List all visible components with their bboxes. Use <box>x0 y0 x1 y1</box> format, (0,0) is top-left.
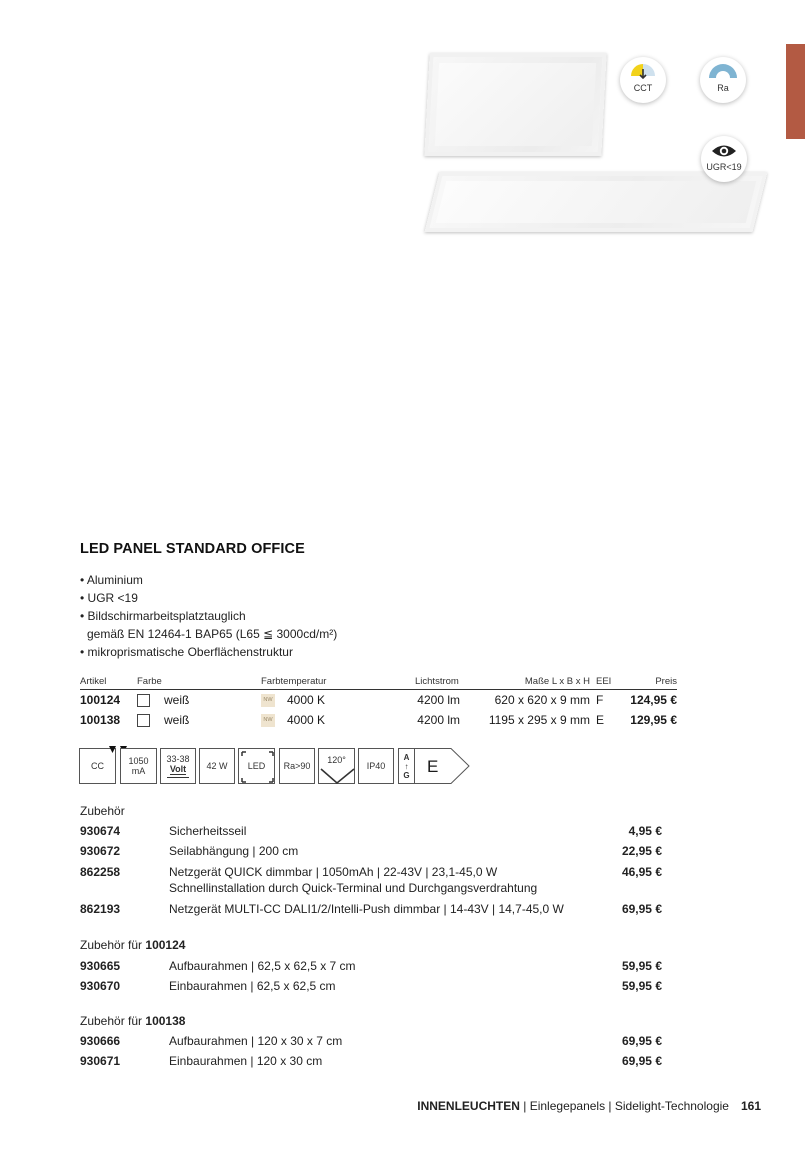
eei-value: E <box>596 713 605 727</box>
dimensions-value: 1195 x 295 x 9 mm <box>488 713 590 727</box>
price-value: 129,95 € <box>630 713 677 727</box>
energy-class: E <box>427 757 439 776</box>
ugr-label: UGR<19 <box>706 162 742 172</box>
spec-cc: CC <box>79 748 116 784</box>
ra-label: Ra <box>717 83 729 93</box>
artikel-number: 100138 <box>80 713 121 727</box>
header-masse: Maße L x B x H <box>524 676 590 687</box>
temperature-value: 4000 K <box>287 693 326 707</box>
accessory-price: 69,95 € <box>621 1054 662 1068</box>
header-preis: Preis <box>655 676 677 687</box>
led-corners-icon <box>239 749 276 785</box>
color-swatch <box>137 694 150 707</box>
accessories-section <box>80 804 662 924</box>
accessory-number: 930666 <box>80 1034 121 1048</box>
header-artikel: Artikel <box>80 676 107 687</box>
ugr-badge <box>701 136 747 182</box>
header-farbe: Farbe <box>137 676 162 687</box>
footer-section: INNENLEUCHTEN <box>417 1099 520 1113</box>
table-row <box>80 710 677 730</box>
price-value: 124,95 € <box>630 693 677 707</box>
accessory-number: 930671 <box>80 1054 121 1068</box>
accessory-price: 69,95 € <box>621 902 662 916</box>
nw-badge: NW <box>261 694 275 707</box>
cct-label: CCT <box>633 83 653 93</box>
dc-symbol-icon <box>167 775 189 778</box>
accessory-number: 862193 <box>80 902 121 916</box>
product-image-rect-panel <box>425 172 768 232</box>
spec-voltage: 33-38 Volt <box>160 748 196 784</box>
feature-item: • Aluminium <box>80 573 143 587</box>
header-farbtemperatur: Farbtemperatur <box>261 676 327 687</box>
accessories-100124-title: Zubehör für 100124 <box>80 938 186 952</box>
accessory-desc: Aufbaurahmen | 120 x 30 x 7 cm <box>169 1034 343 1048</box>
spec-led: LED <box>238 748 275 784</box>
accessory-desc: Seilabhängung | 200 cm <box>169 844 299 858</box>
table-header <box>80 674 677 690</box>
accessory-desc: Einbaurahmen | 120 x 30 cm <box>169 1054 323 1068</box>
accessory-desc-continued: Schnellinstallation durch Quick-Terminal und Durchgangsverdrahtung <box>169 881 538 895</box>
table-row <box>80 690 677 710</box>
accessory-number: 930665 <box>80 959 121 973</box>
feature-item: • mikroprismatische Oberflächenstruktur <box>80 645 293 659</box>
energy-class-arrow-icon <box>414 748 472 784</box>
arrow-up-icon: ↑ <box>404 761 409 771</box>
artikel-number: 100124 <box>80 693 121 707</box>
accessory-price: 59,95 € <box>621 959 662 973</box>
accessories-100124-section <box>80 938 662 998</box>
lumen-value: 4200 lm <box>417 693 460 707</box>
spec-ip: IP40 <box>358 748 394 784</box>
accessory-price: 59,95 € <box>621 979 662 993</box>
accessory-number: 930674 <box>80 824 121 838</box>
farbe-value: weiß <box>164 693 190 707</box>
lumen-value: 4200 lm <box>417 713 460 727</box>
page-number: 161 <box>740 1099 761 1113</box>
beam-angle-icon <box>319 749 356 785</box>
page-footer <box>417 1099 761 1113</box>
accessory-number: 930670 <box>80 979 121 993</box>
header-eei: EEI <box>596 676 612 687</box>
dimensions-value: 620 x 620 x 9 mm <box>494 693 590 707</box>
accessory-desc: Netzgerät QUICK dimmbar | 1050mAh | 22-43V | 23,1-45,0 W <box>169 865 498 879</box>
chapter-tab <box>786 44 805 139</box>
accessory-price: 22,95 € <box>621 844 662 858</box>
cct-badge <box>620 57 666 103</box>
accessory-number: 862258 <box>80 865 121 879</box>
feature-item: • UGR <19 <box>80 591 138 605</box>
feature-item: • Bildschirmarbeitsplatztauglich <box>80 609 246 623</box>
spec-current: 1050 mA <box>120 748 157 784</box>
accessory-price: 4,95 € <box>628 824 662 838</box>
spec-wattage: 42 W <box>199 748 235 784</box>
feature-list <box>80 571 337 661</box>
accessories-title: Zubehör <box>80 804 125 818</box>
accessory-desc: Sicherheitsseil <box>169 824 247 838</box>
accessories-100138-title: Zubehör für 100138 <box>80 1014 186 1028</box>
eei-value: F <box>596 693 604 707</box>
footer-subsections: | Einlegepanels | Sidelight-Technologie <box>519 1099 729 1113</box>
accessory-desc: Aufbaurahmen | 62,5 x 62,5 x 7 cm <box>169 959 356 973</box>
farbe-value: weiß <box>164 713 190 727</box>
product-title: LED PANEL STANDARD OFFICE <box>80 541 305 557</box>
header-lichtstrom: Lichtstrom <box>415 676 459 687</box>
accessory-desc: Netzgerät MULTI-CC DALI1/2/Intelli-Push dimmbar | 14-43V | 14,7-45,0 W <box>169 902 564 916</box>
ra-badge <box>700 57 746 103</box>
accessory-desc: Einbaurahmen | 62,5 x 62,5 cm <box>169 979 336 993</box>
spec-beam-angle: 120° <box>318 748 355 784</box>
nw-badge: NW <box>261 714 275 727</box>
accessory-number: 930672 <box>80 844 121 858</box>
product-image-square-panel <box>424 53 606 156</box>
accessory-price: 46,95 € <box>621 865 662 879</box>
product-table <box>80 674 677 730</box>
feature-item-continued: gemäß EN 12464-1 BAP65 (L65 ≦ 3000cd/m²) <box>87 627 338 641</box>
accessory-price: 69,95 € <box>621 1034 662 1048</box>
energy-scale: A ↑ G <box>398 748 415 784</box>
accessories-100138-section <box>80 1014 662 1074</box>
color-swatch <box>137 714 150 727</box>
spec-ra: Ra>90 <box>279 748 315 784</box>
temperature-value: 4000 K <box>287 713 326 727</box>
